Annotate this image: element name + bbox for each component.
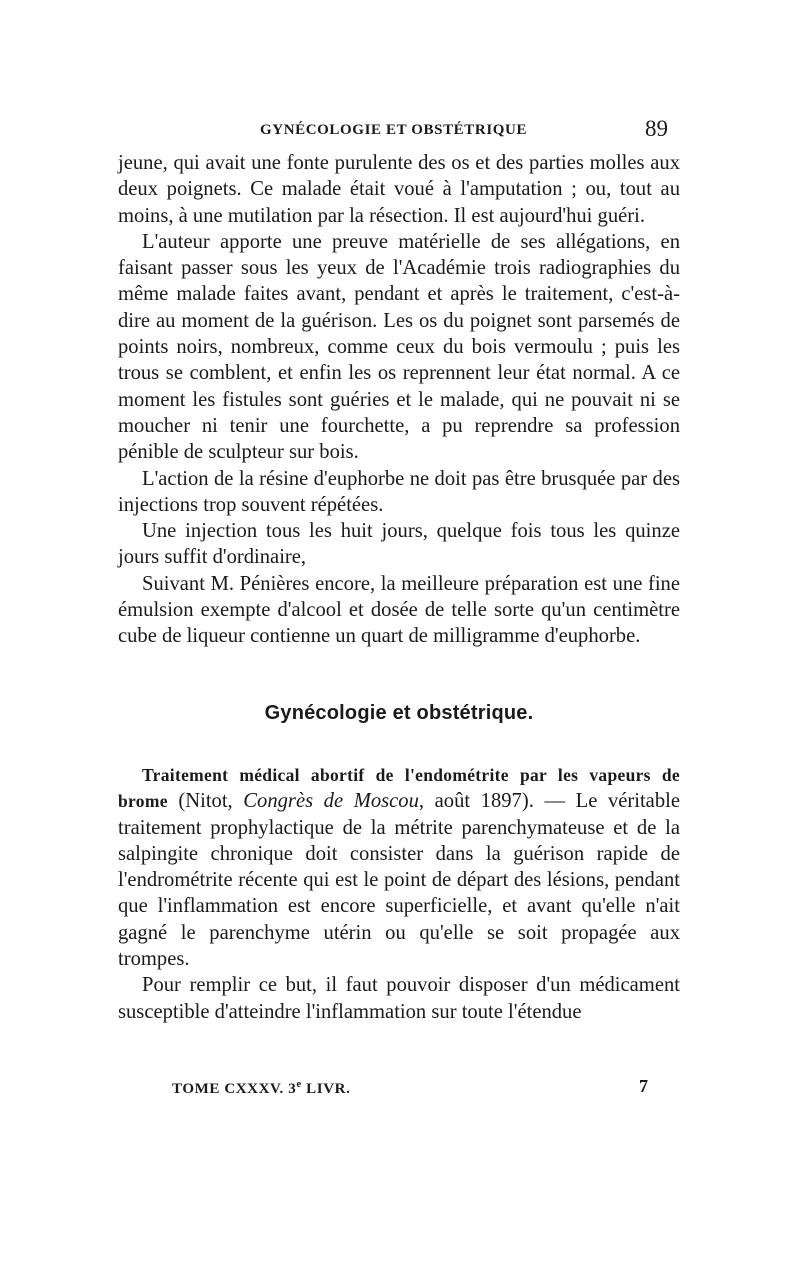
paragraph-resine: L'action de la résine d'euphorbe ne doit pas être brusquée par des injections trop souvent répétées. xyxy=(118,467,680,516)
paragraph-continuation: jeune, qui avait une fonte purulente des os et des parties molles aux deux poignets. Ce malade était voué à l'amputation ; ou, tout au moins, à une mutilation par la résection. Il est aujourd'hui guéri. xyxy=(118,152,680,227)
article-paragraph xyxy=(118,762,680,972)
page-footer xyxy=(172,1076,652,1102)
paragraph-injection: Une injection tous les huit jours, quelque fois tous les quinze jours suffit d'ordinaire, xyxy=(118,520,680,569)
article-ref-open: (Nitot, xyxy=(167,790,244,813)
paragraph-radiographies: L'auteur apporte une preuve matérielle de ses allégations, en faisant passer sous les yeux de l'Académie trois radiographies du même malade faites avant, pendant et après le traitement, c'est-à-dire au moment de la guérison. Les os du poignet sont parsemés de points noirs, nombreux, comme ceux du bois vermoulu ; puis les trous se comblent, et enfin les os reprennent leur état normal. A ce moment les fistules sont guéries et le malade, qui ne pouvait ni se moucher ni tenir une fourchette, a pu reprendre sa profession pénible de sculpteur sur bois. xyxy=(118,230,680,464)
article-paragraph-2: Pour remplir ce but, il faut pouvoir disposer d'un médicament susceptible d'atteindre l'inflammation sur toute l'étendue xyxy=(118,974,680,1023)
signature-number: 7 xyxy=(639,1076,648,1096)
article-ref-close: août 1897). — xyxy=(424,790,576,813)
page-header xyxy=(118,118,678,148)
article-title: Traitement médical abortif de l'endométrite par les vapeurs de brome xyxy=(118,764,680,812)
volume-mark xyxy=(172,1078,350,1098)
page-body xyxy=(118,150,680,1025)
volume-tome: TOME CXXXV. 3 xyxy=(172,1081,297,1097)
running-head: GYNÉCOLOGIE ET OBSTÉTRIQUE xyxy=(260,122,528,138)
article-text: Le véritable traitement prophylactique de la métrite parenchymateuse et de la salpingite chronique doit consister dans la guérison rapide de l'endrométrite récente qui est le point de départ des lésions, pendant que l'inflammation est encore superficielle, et avant qu'elle n'ait gagné le parenchyme utérin ou qu'elle se soit propagée aux trompes. xyxy=(118,790,680,971)
paragraph-preparation: Suivant M. Pénières encore, la meilleure préparation est une fine émulsion exempte d'alcool et dosée de telle sorte qu'un centimètre cube de liqueur contienne un quart de milligramme d'euphorbe. xyxy=(118,572,680,648)
volume-livr: LIVR. xyxy=(301,1081,351,1097)
page-number: 89 xyxy=(645,116,668,141)
article-ref-source: Congrès de Moscou, xyxy=(243,790,425,813)
volume-livr-sup: e xyxy=(296,1078,302,1090)
section-title: Gynécologie et obstétrique. xyxy=(264,701,534,724)
